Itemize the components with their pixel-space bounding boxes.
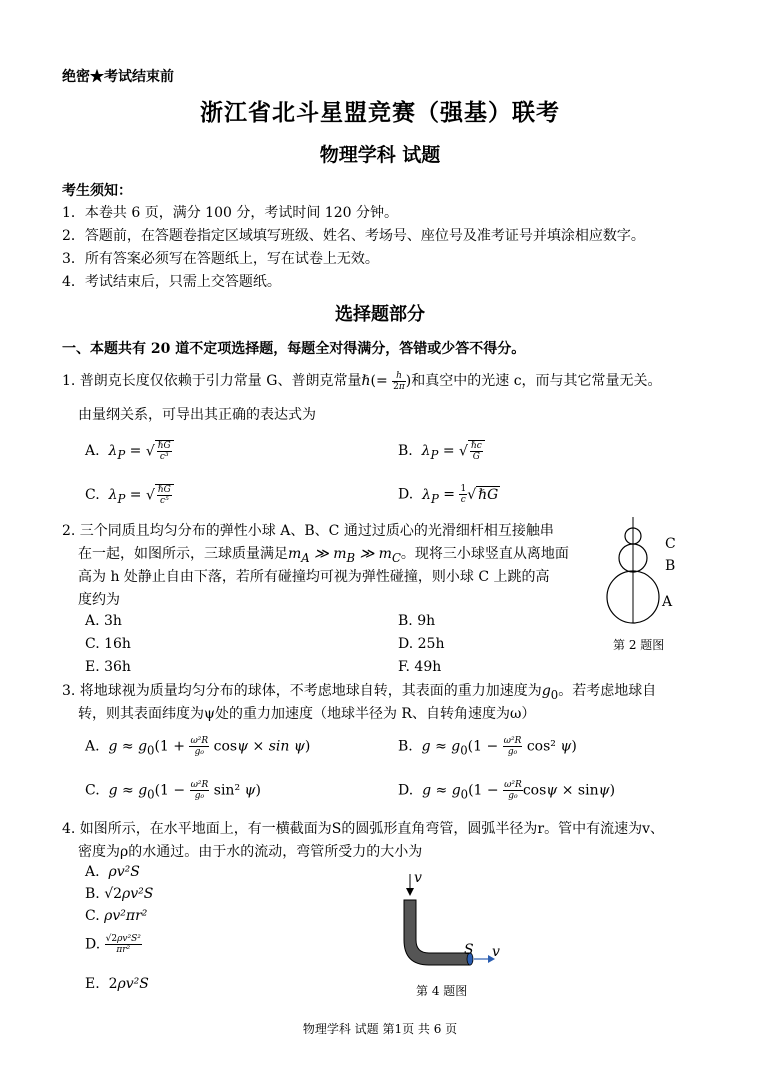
option-1c: C. $\lambda_P$ = √ $\frac{\text{ℏG}}{\text{c⁵}}$ [85,484,174,506]
ball-label-b: B [665,558,676,574]
confidential-label: 绝密★考试结束前 [62,69,174,85]
question-4-line1: 4. 如图所示，在水平地面上，有一横截面为S的圆弧形直角弯管，圆弧半径为r。管中有流速为v、 [62,821,664,837]
question-2-line4: 度约为 [78,592,120,608]
label-v-right: v [492,944,500,960]
question-4-line2: 密度为ρ的水通过。由于水的流动，弯管所受力的大小为 [78,844,423,860]
part-title: 一、本题共有 20 道不定项选择题，每题全对得满分，答错或少答不得分。 [62,341,526,357]
option-4e: E. 2ρv²S [85,976,149,992]
notice-item: 3．所有答案必须写在答题纸上，写在试卷上无效。 [62,251,379,267]
option-3c: C. $g \approx g_0(1$ − $\frac{\text{ω²R}}{\text{g₀}}$ sin² ψ) [85,780,261,802]
question-2-line3: 高为 h 处静止自由下落，若所有碰撞均可视为弹性碰撞，则小球 C 上跳的高 [78,569,550,585]
question-2-line1: 2. 三个同质且均匀分布的弹性小球 A、B、C 通过过质心的光滑细杆相互接触串 [62,523,554,539]
option-2f: F. 49h [398,659,442,675]
figure-4-caption: 第 4 题图 [416,984,468,998]
figure-2-balls [600,515,690,625]
option-2b: B. 9h [398,613,436,629]
option-2a: A. 3h [85,613,122,629]
notice-item: 4．考试结束后，只需上交答题纸。 [62,274,281,290]
exam-subtitle: 物理学科 试题 [319,144,441,166]
question-text: 1. 普朗克长度仅依赖于引力常量 G、普朗克常量 [62,373,362,389]
option-3b: B. $g \approx g_0(1$ − $\frac{\text{ω²R}}{\text{g₀}}$ cos² ψ) [398,736,577,758]
option-3d: D. $g \approx g_0(1$ − $\frac{\text{ω²R}}{\text{g₀}}$ cosψ × sinψ) [398,780,616,802]
bent-pipe [404,900,470,965]
question-1-stem: 1. 普朗克长度仅依赖于引力常量 G、普朗克常量ℏ(= $\frac{h}{2\pi}$ )和真空中的光速 c，而与其它常量无关。 [62,370,662,392]
ball-label-a: A [662,594,673,610]
label-v-top: v [414,870,422,886]
question-2-line2: 在一起，如图所示，三球质量满足$m_A$ ≫ $m_B$ ≫ $m_C$。现将三小球竖直从离地面 [78,546,569,565]
section-title: 选择题部分 [335,304,425,325]
option-2d: D. 25h [398,636,445,652]
option-3a: A. $g \approx g_0(1$ + $\frac{\text{ω²R}}{\text{g₀}}$ cosψ × sin ψ) [85,736,311,758]
figure-2-caption: 第 2 题图 [613,638,665,652]
option-2e: E. 36h [85,659,131,675]
option-4b: B. √2ρv²S [85,886,154,902]
notice-item: 1．本卷共 6 页，满分 100 分，考试时间 120 分钟。 [62,205,398,221]
option-4c: C. ρv²πr² [85,908,148,924]
page-footer: 物理学科 试题 第1页 共 6 页 [302,1022,458,1036]
option-4a: A. ρv²S [85,864,140,880]
option-4d: D. $\frac{\text{√2ρv²S²}}{\text{πr²}}$ [85,934,141,955]
inflow-arrowhead [406,888,414,896]
exam-title: 浙江省北斗星盟竞赛（强基）联考 [200,99,560,126]
notice-heading: 考生须知： [62,183,132,199]
option-2c: C. 16h [85,636,131,652]
question-3-line1: 3. 将地球视为质量均匀分布的球体，不考虑地球自转，其表面的重力加速度为$g_0$。若考虑地球自 [62,683,657,702]
ball-label-c: C [665,536,676,552]
question-text: 和真空中的光速 c，而与其它常量无关。 [411,373,662,389]
option-1a: A. $\lambda_P$ = √ $\frac{\text{ℏG}}{\text{c³}}$ [85,440,174,462]
figure-4-pipe [395,870,505,970]
option-1d: D. $\lambda_P$ = $\frac{1}{c}$ √ ℏG [398,484,499,506]
label-s: S [464,942,474,958]
question-3-line2: 转，则其表面纬度为ψ处的重力加速度（地球半径为 R、自转角速度为ω） [78,706,536,722]
question-1-line2: 由量纲关系，可导出其正确的表达式为 [78,407,316,423]
notice-item: 2．答题前，在答题卷指定区域填写班级、姓名、考场号、座位号及准考证号并填涂相应数字。 [62,228,645,244]
option-1b: B. $\lambda_P$ = √ $\frac{\text{ℏc}}{G}$ [398,440,485,462]
